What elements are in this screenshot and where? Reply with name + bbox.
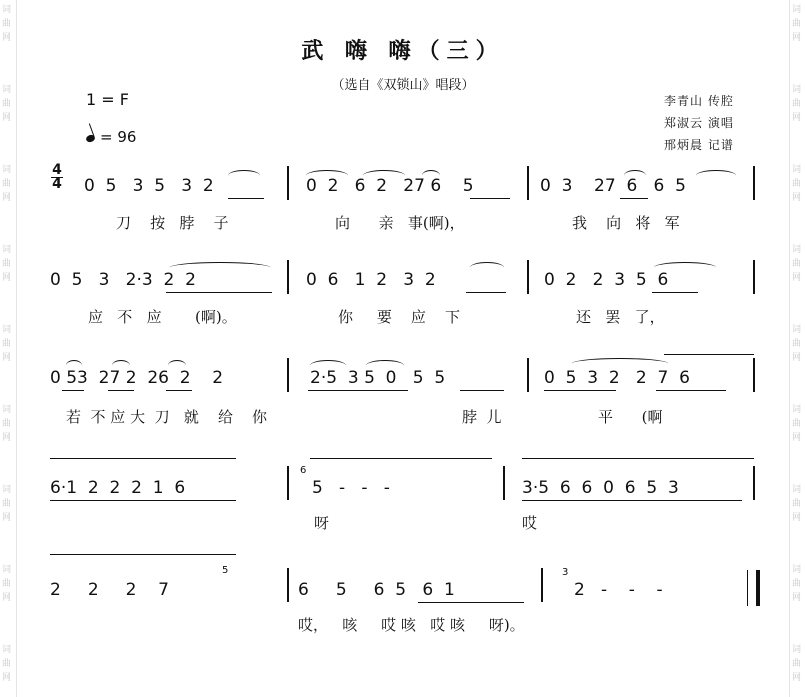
lyrics-measure: 向 亲 事(啊)， [335,214,465,232]
lyrics-measure: 我 向 将 军 [572,214,680,232]
watermark-char: 曲 [2,259,12,269]
beam-underline [522,500,742,501]
watermark-char: 词 [2,645,12,655]
tie-line [664,354,754,355]
watermark-char: 曲 [2,339,12,349]
watermark-char: 曲 [2,419,12,429]
watermark-char: 词 [2,165,12,175]
bar-line [541,568,543,602]
watermark-char: 网 [792,433,802,443]
notes-measure: 0 5 3 2 2 7 6 [544,368,690,388]
time-signature-top: 4 [52,162,62,178]
watermark-char: 曲 [2,99,12,109]
beam-underline [62,390,84,391]
grace-note: 6 [300,465,307,476]
notes-measure: 2·5 3 5 0 5 5 [310,368,446,388]
watermark-char: 词 [792,245,802,255]
notes-measure: 2 - - - [574,580,663,600]
beam-underline [108,390,134,391]
watermark-char: 曲 [2,19,12,29]
watermark-char: 词 [2,245,12,255]
grace-note: 3 [562,567,569,578]
beam-underline [470,198,510,199]
time-signature-bottom: 4 [52,176,62,192]
slur [363,170,405,181]
slur [572,358,668,369]
watermark-char: 曲 [792,179,802,189]
notes-measure: 5 - - - [312,478,390,498]
watermark-char: 曲 [792,659,802,669]
bar-line [527,260,529,294]
slur [696,170,736,181]
bar-line [287,568,289,602]
watermark-char: 网 [792,273,802,283]
song-title: 武 嗨 嗨（三） [301,38,505,64]
notes-measure: 0 6 1 2 3 2 [306,270,436,290]
beam-underline [418,602,524,603]
final-bar-line [747,570,760,606]
watermark-char: 曲 [792,579,802,589]
watermark-char: 网 [2,593,12,603]
beam-underline [228,198,264,199]
credit-line: 邢炳晨 记谱 [664,138,734,152]
slur [306,170,348,181]
watermark-char: 曲 [792,99,802,109]
lyrics-measure: 还 罢 了， [576,308,665,326]
bar-line [287,260,289,294]
lyrics-measure: 脖 儿 [462,408,502,426]
bar-line [527,358,529,392]
bar-line [753,260,755,294]
lyrics-measure: 若 不 应 大 刀 就 给 你 [66,408,268,426]
beam-underline [50,500,236,501]
slur [112,360,130,371]
watermark-char: 网 [2,353,12,363]
time-signature [51,164,63,191]
notes-measure: 6·1 2 2 2 1 6 [50,478,186,498]
watermark-char: 词 [792,645,802,655]
bar-line [287,358,289,392]
beam-underline [466,292,506,293]
notes-measure: 0 2 2 3 5 6 [544,270,669,290]
watermark-char: 曲 [2,499,12,509]
tie-line [310,458,492,459]
lyrics-measure: 哎， 咳 哎 咳 哎 咳 呀)。 [298,616,525,634]
watermark-char: 曲 [2,579,12,589]
watermark-char: 网 [2,113,12,123]
watermark-char: 网 [2,513,12,523]
notes-measure: 0 2 6 2 27 6 5 [306,176,474,196]
slur [310,360,346,371]
beam-underline [308,390,408,391]
watermark-char: 词 [792,325,802,335]
watermark-char: 词 [2,405,12,415]
slur [470,262,504,273]
lyrics-measure: 你 要 应 下 [338,308,460,326]
bar-line [287,466,289,500]
song-subtitle: （选自《双锁山》唱段） [331,78,475,93]
slur [654,262,716,273]
beam-underline [460,390,504,391]
tempo-marking [86,128,136,146]
watermark-char: 曲 [792,499,802,509]
tie-line [50,458,236,459]
notes-measure: 6 5 6 5 6 1 [298,580,455,600]
slur [168,360,186,371]
watermark-char: 网 [792,113,802,123]
watermark-char: 曲 [792,419,802,429]
notes-measure: 0 53 27 2 26 2 2 [50,368,224,388]
watermark-char: 网 [792,193,802,203]
watermark-char: 词 [792,165,802,175]
beam-underline [166,292,272,293]
watermark-char: 词 [2,485,12,495]
notes-measure: 0 3 27 6 6 5 [540,176,686,196]
beam-underline [652,292,698,293]
watermark-char: 网 [2,33,12,43]
bar-line [753,166,755,200]
credit-line: 李青山 传腔 [664,94,734,108]
bar-line [503,466,505,500]
watermark-char: 网 [792,593,802,603]
watermark-char: 词 [792,405,802,415]
bar-line [527,166,529,200]
watermark-char: 曲 [2,659,12,669]
watermark-char: 网 [2,193,12,203]
tie-line [50,554,236,555]
bar-line [287,166,289,200]
bar-line [753,358,755,392]
quarter-note-icon [85,134,96,144]
slur [366,360,404,371]
tempo-value: = 96 [100,128,137,146]
slur [422,170,440,181]
slur [170,262,270,273]
notes-measure: 2 2 2 7 [50,580,169,600]
beam-underline [544,390,616,391]
lyrics-measure: 呀 [314,514,330,532]
beam-underline [656,390,726,391]
lyrics-measure: 平 (啊 [598,408,663,426]
watermark-char: 词 [2,5,12,15]
watermark-char: 网 [792,33,802,43]
credit-line: 郑淑云 演唱 [664,116,734,130]
watermark-char: 曲 [792,259,802,269]
slur [228,170,260,181]
watermark-char: 曲 [792,19,802,29]
watermark-char: 网 [2,673,12,683]
lyrics-measure: 应 不 应 (啊)。 [88,308,237,326]
watermark-char: 网 [792,353,802,363]
notes-measure: 0 5 3 5 3 2 [84,176,214,196]
watermark-char: 网 [2,273,12,283]
beam-underline [620,198,648,199]
watermark-char: 词 [2,85,12,95]
key-signature: 1 = F [86,90,129,109]
lyrics-measure: 哎 [522,514,538,532]
lyrics-measure: 刀 按 脖 子 [116,214,229,232]
slur [66,360,82,371]
watermark-char: 网 [792,673,802,683]
watermark-char: 词 [2,565,12,575]
watermark-char: 词 [792,565,802,575]
watermark-char: 词 [792,485,802,495]
grace-note: 5 [222,565,229,576]
tie-line [522,458,754,459]
watermark-char: 词 [792,85,802,95]
watermark-char: 曲 [2,179,12,189]
watermark-strip-right [789,0,806,697]
notes-measure: 3·5 6 6 0 6 5 3 [522,478,679,498]
watermark-char: 曲 [792,339,802,349]
watermark-char: 网 [2,433,12,443]
watermark-char: 词 [2,325,12,335]
watermark-char: 词 [792,5,802,15]
bar-line [753,466,755,500]
watermark-strip-left [0,0,17,697]
slur [624,170,646,181]
watermark-char: 网 [792,513,802,523]
notes-measure: 0 5 3 2·3 2 2 [50,270,196,290]
beam-underline [166,390,192,391]
